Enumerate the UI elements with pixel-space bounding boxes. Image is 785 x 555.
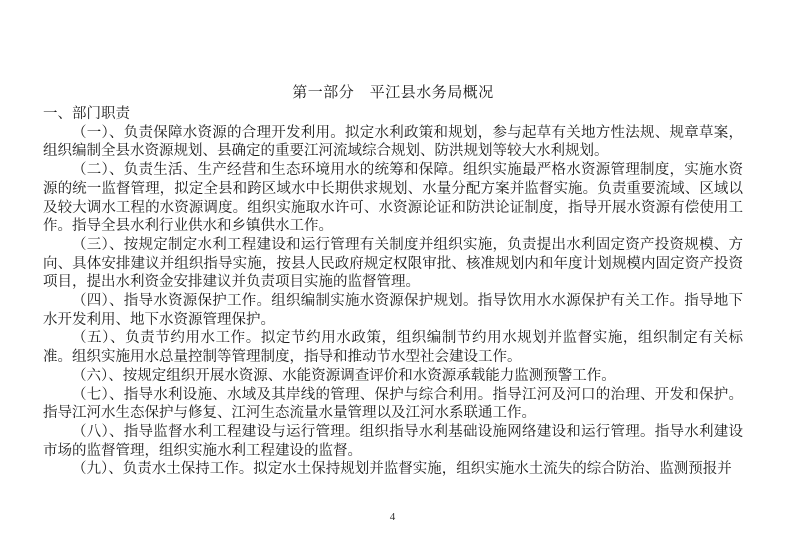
duty-paragraph-5: （五）、负责节约用水工作。拟定节约用水政策，组织编制节约用水规划并监督实施，组织制定有关标准。组织实施用水总量控制等管理制度，指导和推动节水型社会建设工作。: [43, 330, 743, 366]
duty-paragraph-9: （九）、负责水土保持工作。拟定水土保持规划并监督实施，组织实施水土流失的综合防治、监测预报并: [72, 461, 732, 478]
duty-paragraph-6: （六）、按规定组织开展水资源、水能资源调查评价和水资源承载能力监测预警工作。: [72, 367, 616, 384]
duty-paragraph-4: （四）、指导水资源保护工作。组织编制实施水资源保护规划。指导饮用水水源保护有关工作。指导地下水开发利用、地下水资源管理保护。: [43, 293, 743, 328]
duty-paragraph-2: （二）、负责生活、生产经营和生态环境用水的统筹和保障。组织实施最严格水资源管理制度，实施水资源的统一监督管理，拟定全县和跨区域水中长期供求规划、水量分配方案并监督实施。负责重要流域、区域以及较大调水工程的水资源调度。组织实施取水许可、水资源论证和防洪论证制度，指导开展水资源有偿使用工作。指导全县水利行业供水和乡镇供水工作。: [43, 162, 743, 235]
duty-paragraph-7: （七）、指导水利设施、水域及其岸线的管理、保护与综合利用。指导江河及河口的治理、开发和保护。指导江河水生态保护与修复、江河生态流量水量管理以及江河水系联通工作。: [43, 386, 743, 422]
page-number: 4: [389, 511, 396, 523]
section-heading: 一、部门职责: [43, 106, 130, 122]
duty-paragraph-3: （三）、按规定制定水利工程建设和运行管理有关制度并组织实施，负责提出水利固定资产投资规模、方向、具体安排建议并组织指导实施，按县人民政府规定权限审批、核准规划内和年度计划规模内固定资产投资项目，提出水利资金安排建议并负责项目实施的监督管理。: [43, 236, 743, 291]
document-title: 第一部分 平江县水务局概况: [292, 85, 494, 101]
duty-paragraph-1: （一）、负责保障水资源的合理开发利用。拟定水利政策和规划，参与起草有关地方性法规、规章草案，组织编制全县水资源规划、县确定的重要江河流域综合规划、防洪规划等较大水利规划。: [43, 124, 743, 160]
document-content: [43, 84, 743, 479]
duty-paragraph-8: （八）、指导监督水利工程建设与运行管理。组织指导水利基础设施网络建设和运行管理。指导水利建设市场的监督管理，组织实施水利工程建设的监督。: [43, 423, 743, 459]
